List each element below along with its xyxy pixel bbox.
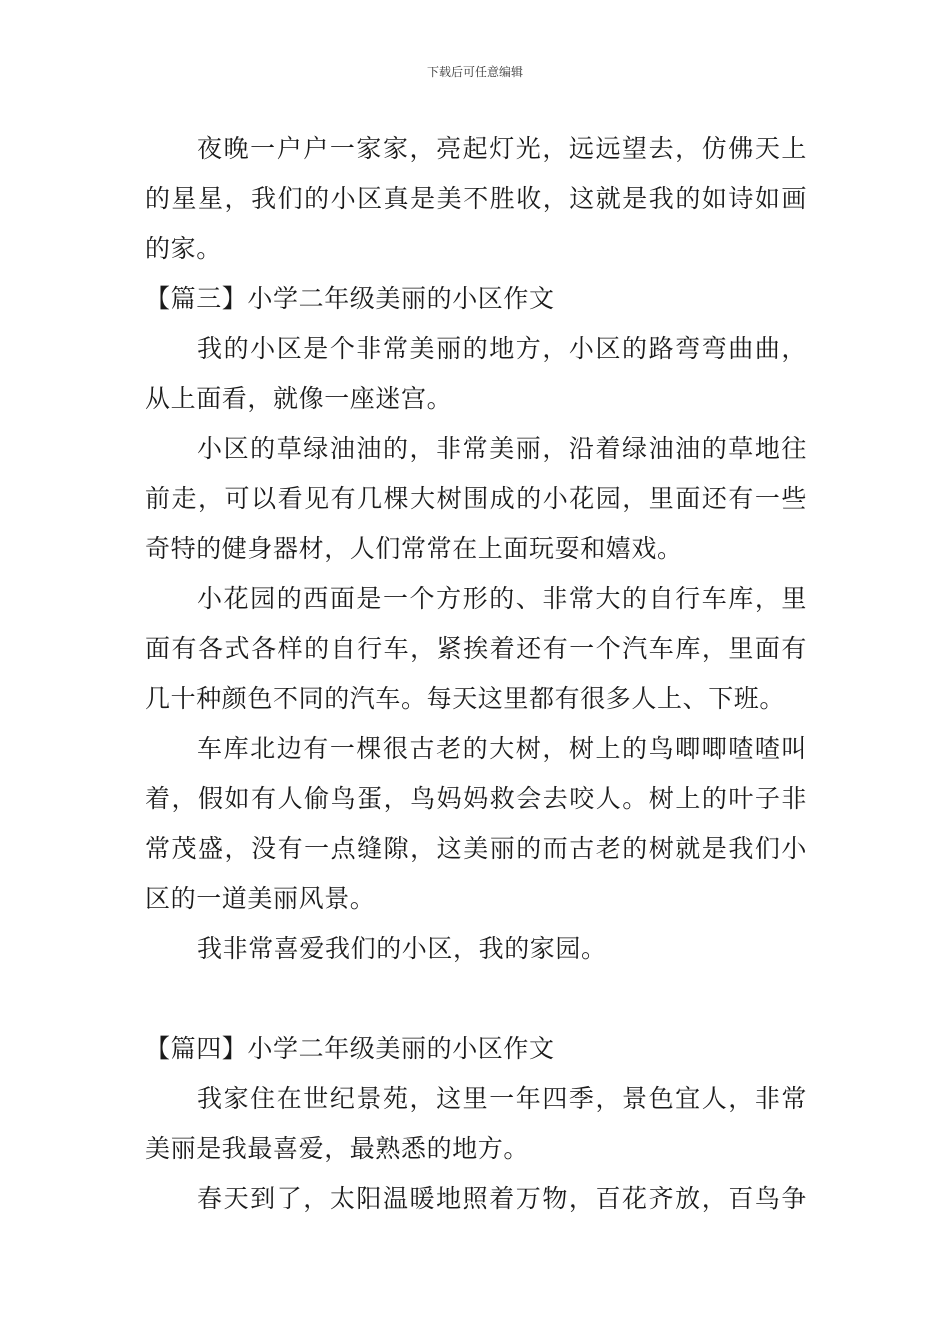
paragraph-line: 奇特的健身器材，人们常常在上面玩耍和嬉戏。 [145, 534, 683, 563]
paragraph-line: 几十种颜色不同的汽车。每天这里都有很多人上、下班。 [145, 684, 786, 713]
paragraph-line: 我的小区是个非常美丽的地方，小区的路弯弯曲曲， [197, 334, 807, 363]
paragraph-line: 面有各式各样的自行车，紧挨着还有一个汽车库，里面有 [145, 634, 807, 663]
paragraph-line: 我非常喜爱我们的小区，我的家园。 [197, 934, 607, 963]
section-heading: 【篇四】小学二年级美丽的小区作文 [145, 1034, 555, 1063]
paragraph-line: 从上面看，就像一座迷宫。 [145, 384, 453, 413]
paragraph-line: 区的一道美丽风景。 [145, 884, 376, 913]
paragraph-line: 夜晚一户户一家家，亮起灯光，远远望去，仿佛天上 [197, 134, 807, 163]
paragraph-line: 常茂盛，没有一点缝隙，这美丽的而古老的树就是我们小 [145, 834, 807, 863]
paragraph-line: 的星星，我们的小区真是美不胜收，这就是我的如诗如画 [145, 184, 807, 213]
paragraph-line: 美丽是我最喜爱，最熟悉的地方。 [145, 1134, 530, 1163]
paragraph-line: 小区的草绿油油的，非常美丽，沿着绿油油的草地往 [197, 434, 807, 463]
section-heading: 【篇三】小学二年级美丽的小区作文 [145, 284, 555, 313]
paragraph-line: 的家。 [145, 234, 222, 263]
paragraph-line: 车库北边有一棵很古老的大树，树上的鸟唧唧喳喳叫 [197, 734, 807, 763]
paragraph-line: 春天到了，太阳温暖地照着万物，百花齐放，百鸟争 [197, 1184, 807, 1213]
paragraph-line: 我家住在世纪景苑，这里一年四季，景色宜人，非常 [197, 1084, 807, 1113]
paragraph-line: 着，假如有人偷鸟蛋，鸟妈妈救会去咬人。树上的叶子非 [145, 784, 807, 813]
page-header: 下载后可任意编辑 [426, 65, 523, 79]
paragraph-line: 前走，可以看见有几棵大树围成的小花园，里面还有一些 [145, 484, 807, 513]
paragraph-line: 小花园的西面是一个方形的、非常大的自行车库，里 [197, 584, 807, 613]
